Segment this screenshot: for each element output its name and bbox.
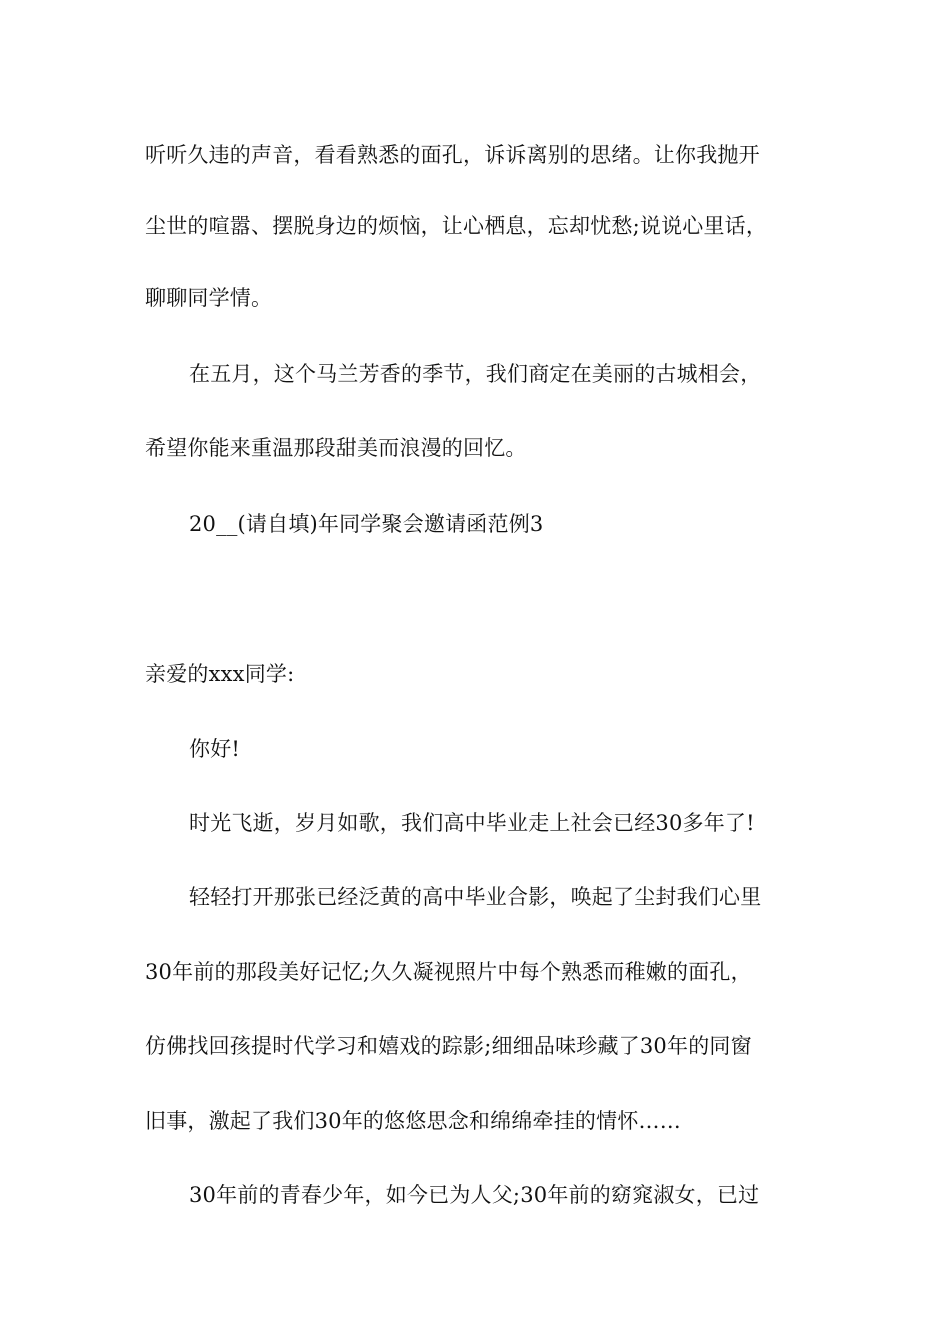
greeting: 你好! — [189, 737, 241, 761]
paragraph-line: 希望你能来重温那段甜美而浪漫的回忆。 — [145, 436, 527, 460]
paragraph-line: 30年前的那段美好记忆;久久凝视照片中每个熟悉而稚嫩的面孔， — [145, 960, 752, 984]
paragraph-line: 尘世的喧嚣、摆脱身边的烦恼，让心栖息，忘却忧愁;说说心里话， — [145, 214, 768, 238]
paragraph-line: 仿佛找回孩提时代学习和嬉戏的踪影;细细品味珍藏了30年的同窗 — [145, 1034, 752, 1058]
paragraph-line: 旧事，激起了我们30年的悠悠思念和绵绵牵挂的情怀…… — [145, 1109, 681, 1133]
paragraph-line: 30年前的青春少年，如今已为人父;30年前的窈窕淑女，已过 — [189, 1183, 760, 1207]
salutation: 亲爱的xxx同学: — [145, 662, 295, 686]
paragraph-line: 时光飞逝，岁月如歌，我们高中毕业走上社会已经30多年了! — [189, 811, 755, 835]
section-heading: 20__(请自填)年同学聚会邀请函范例3 — [189, 512, 544, 536]
paragraph-line: 轻轻打开那张已经泛黄的高中毕业合影，唤起了尘封我们心里 — [189, 885, 762, 909]
paragraph-line: 听听久违的声音，看看熟悉的面孔，诉诉离别的思绪。让你我抛开 — [145, 143, 760, 167]
paragraph-line: 在五月，这个马兰芳香的季节，我们商定在美丽的古城相会， — [189, 362, 762, 386]
paragraph-line: 聊聊同学情。 — [145, 286, 273, 310]
